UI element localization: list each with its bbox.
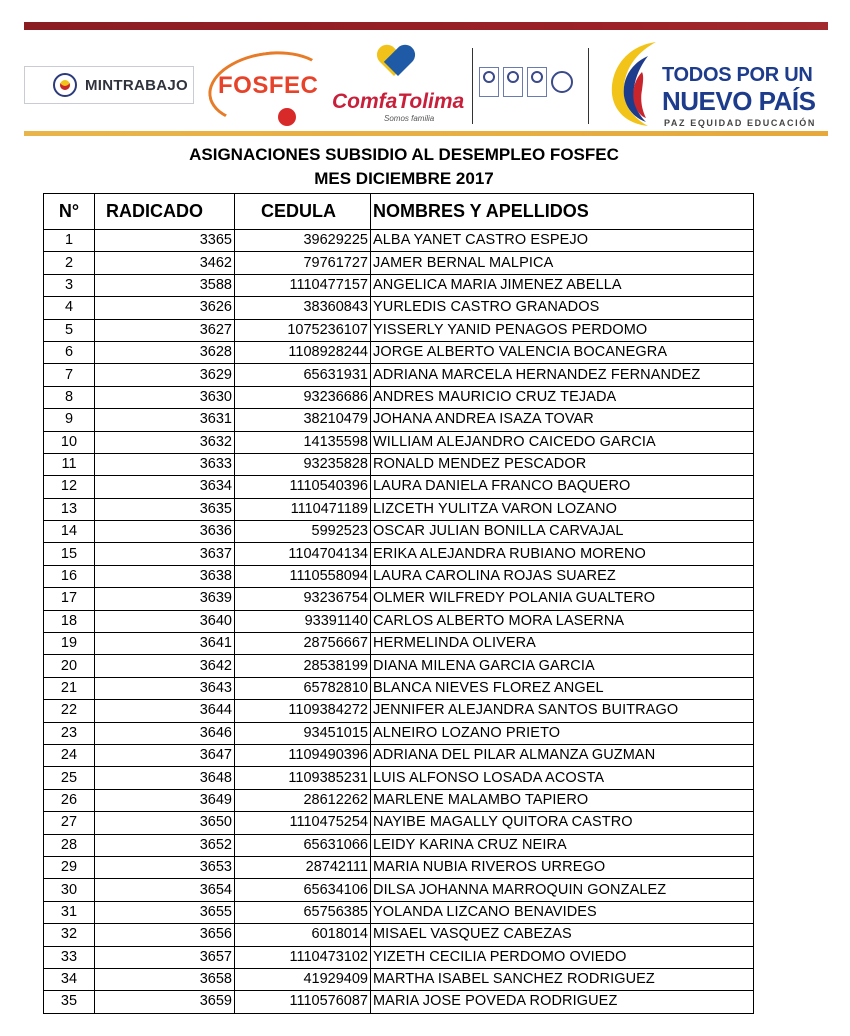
certification-seal-icon <box>479 67 499 97</box>
radicado-cell: 3462 <box>95 252 235 274</box>
name-cell: YIZETH CECILIA PERDOMO OVIEDO <box>371 946 754 968</box>
name-cell: MARIA JOSE POVEDA RODRIGUEZ <box>371 991 754 1013</box>
cedula-cell: 1110540396 <box>235 476 371 498</box>
cedula-cell: 1110477157 <box>235 274 371 296</box>
name-cell: ERIKA ALEJANDRA RUBIANO MORENO <box>371 543 754 565</box>
mintrabajo-logo <box>24 66 194 104</box>
name-cell: RONALD MENDEZ PESCADOR <box>371 453 754 475</box>
row-number: 20 <box>44 655 95 677</box>
radicado-cell: 3657 <box>95 946 235 968</box>
table-header-row <box>44 194 754 230</box>
cedula-cell: 65756385 <box>235 901 371 923</box>
name-cell: CARLOS ALBERTO MORA LASERNA <box>371 610 754 632</box>
name-cell: MARIA NUBIA RIVEROS URREGO <box>371 856 754 878</box>
name-cell: NAYIBE MAGALLY QUITORA CASTRO <box>371 812 754 834</box>
row-number: 22 <box>44 700 95 722</box>
fosfec-figure-icon <box>278 108 296 126</box>
name-cell: LUIS ALFONSO LOSADA ACOSTA <box>371 767 754 789</box>
radicado-cell: 3631 <box>95 409 235 431</box>
radicado-cell: 3646 <box>95 722 235 744</box>
row-number: 29 <box>44 856 95 878</box>
comfatolima-slogan: Somos familia <box>384 114 435 123</box>
cedula-cell: 1109384272 <box>235 700 371 722</box>
cedula-cell: 1104704134 <box>235 543 371 565</box>
name-cell: HERMELINDA OLIVERA <box>371 633 754 655</box>
header-banner <box>24 30 828 131</box>
name-cell: JOHANA ANDREA ISAZA TOVAR <box>371 409 754 431</box>
radicado-cell: 3633 <box>95 453 235 475</box>
cedula-cell: 1075236107 <box>235 319 371 341</box>
cedula-cell: 1110475254 <box>235 812 371 834</box>
row-number: 11 <box>44 453 95 475</box>
column-header-number: N° <box>44 194 95 230</box>
table-row <box>44 230 754 252</box>
row-number: 4 <box>44 297 95 319</box>
comfatolima-logo <box>332 46 464 128</box>
colombia-flag-swoosh-icon <box>606 36 662 128</box>
row-number: 10 <box>44 431 95 453</box>
cedula-cell: 65782810 <box>235 677 371 699</box>
cedula-cell: 93235828 <box>235 453 371 475</box>
table-row <box>44 252 754 274</box>
comfatolima-logo-text: ComfaTolima <box>332 90 465 113</box>
row-number: 3 <box>44 274 95 296</box>
table-row <box>44 274 754 296</box>
todos-por-un-nuevo-pais-logo <box>600 34 828 130</box>
cedula-cell: 93236754 <box>235 588 371 610</box>
name-cell: OSCAR JULIAN BONILLA CARVAJAL <box>371 521 754 543</box>
table-row <box>44 319 754 341</box>
table-row <box>44 409 754 431</box>
radicado-cell: 3588 <box>95 274 235 296</box>
table-row <box>44 722 754 744</box>
row-number: 19 <box>44 633 95 655</box>
certification-seal-icon <box>503 67 523 97</box>
table-body <box>44 230 754 1014</box>
row-number: 34 <box>44 968 95 990</box>
row-number: 7 <box>44 364 95 386</box>
row-number: 27 <box>44 812 95 834</box>
table-row <box>44 588 754 610</box>
cedula-cell: 1110473102 <box>235 946 371 968</box>
radicado-cell: 3630 <box>95 386 235 408</box>
mintrabajo-logo-text: MINTRABAJO <box>85 76 188 94</box>
radicado-cell: 3648 <box>95 767 235 789</box>
row-number: 24 <box>44 744 95 766</box>
cedula-cell: 79761727 <box>235 252 371 274</box>
table-row <box>44 476 754 498</box>
name-cell: LEIDY KARINA CRUZ NEIRA <box>371 834 754 856</box>
beneficiaries-table <box>43 193 754 1014</box>
cedula-cell: 38210479 <box>235 409 371 431</box>
name-cell: DIANA MILENA GARCIA GARCIA <box>371 655 754 677</box>
table-row <box>44 386 754 408</box>
name-cell: JORGE ALBERTO VALENCIA BOCANEGRA <box>371 341 754 363</box>
row-number: 28 <box>44 834 95 856</box>
header-divider <box>472 48 473 124</box>
row-number: 23 <box>44 722 95 744</box>
row-number: 35 <box>44 991 95 1013</box>
name-cell: YOLANDA LIZCANO BENAVIDES <box>371 901 754 923</box>
radicado-cell: 3649 <box>95 789 235 811</box>
radicado-cell: 3636 <box>95 521 235 543</box>
name-cell: JAMER BERNAL MALPICA <box>371 252 754 274</box>
cedula-cell: 1110576087 <box>235 991 371 1013</box>
table-row <box>44 946 754 968</box>
table-row <box>44 767 754 789</box>
radicado-cell: 3629 <box>95 364 235 386</box>
row-number: 9 <box>44 409 95 431</box>
row-number: 5 <box>44 319 95 341</box>
name-cell: LAURA CAROLINA ROJAS SUAREZ <box>371 565 754 587</box>
name-cell: ALNEIRO LOZANO PRIETO <box>371 722 754 744</box>
table-row <box>44 364 754 386</box>
name-cell: JENNIFER ALEJANDRA SANTOS BUITRAGO <box>371 700 754 722</box>
table-row <box>44 610 754 632</box>
cedula-cell: 1108928244 <box>235 341 371 363</box>
name-cell: YURLEDIS CASTRO GRANADOS <box>371 297 754 319</box>
cedula-cell: 93391140 <box>235 610 371 632</box>
colombia-seal-icon <box>53 73 77 97</box>
table-row <box>44 812 754 834</box>
radicado-cell: 3640 <box>95 610 235 632</box>
header-top-band <box>24 22 828 30</box>
table-row <box>44 677 754 699</box>
name-cell: ALBA YANET CASTRO ESPEJO <box>371 230 754 252</box>
row-number: 32 <box>44 924 95 946</box>
cedula-cell: 6018014 <box>235 924 371 946</box>
radicado-cell: 3634 <box>95 476 235 498</box>
table-row <box>44 521 754 543</box>
table-row <box>44 543 754 565</box>
name-cell: LIZCETH YULITZA VARON LOZANO <box>371 498 754 520</box>
table-row <box>44 744 754 766</box>
row-number: 15 <box>44 543 95 565</box>
todos-logo-line1: TODOS POR UN <box>662 64 813 86</box>
column-header-cedula: CEDULA <box>235 194 371 230</box>
radicado-cell: 3647 <box>95 744 235 766</box>
table-row <box>44 856 754 878</box>
radicado-cell: 3627 <box>95 319 235 341</box>
column-header-nombres: NOMBRES Y APELLIDOS <box>371 194 754 230</box>
row-number: 30 <box>44 879 95 901</box>
certification-seal-icon <box>527 67 547 97</box>
radicado-cell: 3635 <box>95 498 235 520</box>
table-row <box>44 633 754 655</box>
cedula-cell: 5992523 <box>235 521 371 543</box>
radicado-cell: 3626 <box>95 297 235 319</box>
cedula-cell: 39629225 <box>235 230 371 252</box>
document-title: ASIGNACIONES SUBSIDIO AL DESEMPLEO FOSFEC <box>189 145 619 164</box>
radicado-cell: 3639 <box>95 588 235 610</box>
row-number: 1 <box>44 230 95 252</box>
table-row <box>44 924 754 946</box>
radicado-cell: 3628 <box>95 341 235 363</box>
radicado-cell: 3644 <box>95 700 235 722</box>
cedula-cell: 65634106 <box>235 879 371 901</box>
row-number: 26 <box>44 789 95 811</box>
row-number: 8 <box>44 386 95 408</box>
row-number: 2 <box>44 252 95 274</box>
header-divider <box>588 48 589 124</box>
table-row <box>44 901 754 923</box>
cedula-cell: 28742111 <box>235 856 371 878</box>
cedula-cell: 1109385231 <box>235 767 371 789</box>
certification-seal-icon <box>551 71 573 93</box>
radicado-cell: 3632 <box>95 431 235 453</box>
table-row <box>44 498 754 520</box>
radicado-cell: 3658 <box>95 968 235 990</box>
name-cell: ADRIANA DEL PILAR ALMANZA GUZMAN <box>371 744 754 766</box>
cedula-cell: 14135598 <box>235 431 371 453</box>
row-number: 21 <box>44 677 95 699</box>
cedula-cell: 1110558094 <box>235 565 371 587</box>
table-row <box>44 565 754 587</box>
heart-icon <box>378 46 414 80</box>
cedula-cell: 1110471189 <box>235 498 371 520</box>
cedula-cell: 93451015 <box>235 722 371 744</box>
radicado-cell: 3643 <box>95 677 235 699</box>
row-number: 12 <box>44 476 95 498</box>
name-cell: MARTHA ISABEL SANCHEZ RODRIGUEZ <box>371 968 754 990</box>
row-number: 13 <box>44 498 95 520</box>
radicado-cell: 3656 <box>95 924 235 946</box>
name-cell: WILLIAM ALEJANDRO CAICEDO GARCIA <box>371 431 754 453</box>
cedula-cell: 38360843 <box>235 297 371 319</box>
radicado-cell: 3642 <box>95 655 235 677</box>
name-cell: MISAEL VASQUEZ CABEZAS <box>371 924 754 946</box>
table-row <box>44 991 754 1013</box>
radicado-cell: 3365 <box>95 230 235 252</box>
radicado-cell: 3638 <box>95 565 235 587</box>
radicado-cell: 3637 <box>95 543 235 565</box>
cedula-cell: 1109490396 <box>235 744 371 766</box>
table-row <box>44 341 754 363</box>
certification-seals <box>479 64 575 100</box>
table-row <box>44 453 754 475</box>
row-number: 31 <box>44 901 95 923</box>
row-number: 17 <box>44 588 95 610</box>
fosfec-logo-text: FOSFEC <box>218 72 319 99</box>
row-number: 25 <box>44 767 95 789</box>
name-cell: OLMER WILFREDY POLANIA GUALTERO <box>371 588 754 610</box>
cedula-cell: 28756667 <box>235 633 371 655</box>
name-cell: ANDRES MAURICIO CRUZ TEJADA <box>371 386 754 408</box>
radicado-cell: 3652 <box>95 834 235 856</box>
name-cell: BLANCA NIEVES FLOREZ ANGEL <box>371 677 754 699</box>
column-header-radicado: RADICADO <box>95 194 235 230</box>
table-row <box>44 968 754 990</box>
radicado-cell: 3653 <box>95 856 235 878</box>
cedula-cell: 65631931 <box>235 364 371 386</box>
cedula-cell: 93236686 <box>235 386 371 408</box>
cedula-cell: 65631066 <box>235 834 371 856</box>
row-number: 6 <box>44 341 95 363</box>
row-number: 16 <box>44 565 95 587</box>
table-row <box>44 700 754 722</box>
radicado-cell: 3659 <box>95 991 235 1013</box>
document-subtitle: MES DICIEMBRE 2017 <box>314 169 494 188</box>
table-row <box>44 879 754 901</box>
row-number: 33 <box>44 946 95 968</box>
row-number: 18 <box>44 610 95 632</box>
name-cell: DILSA JOHANNA MARROQUIN GONZALEZ <box>371 879 754 901</box>
table-row <box>44 655 754 677</box>
name-cell: YISSERLY YANID PENAGOS PERDOMO <box>371 319 754 341</box>
todos-logo-line3: PAZ EQUIDAD EDUCACIÓN <box>664 118 816 128</box>
name-cell: MARLENE MALAMBO TAPIERO <box>371 789 754 811</box>
header-bottom-band <box>24 131 828 136</box>
row-number: 14 <box>44 521 95 543</box>
radicado-cell: 3654 <box>95 879 235 901</box>
cedula-cell: 41929409 <box>235 968 371 990</box>
fosfec-logo <box>208 52 326 128</box>
table-row <box>44 431 754 453</box>
radicado-cell: 3655 <box>95 901 235 923</box>
todos-logo-line2: NUEVO PAÍS <box>662 86 816 116</box>
name-cell: ADRIANA MARCELA HERNANDEZ FERNANDEZ <box>371 364 754 386</box>
table-row <box>44 834 754 856</box>
radicado-cell: 3641 <box>95 633 235 655</box>
radicado-cell: 3650 <box>95 812 235 834</box>
name-cell: ANGELICA MARIA JIMENEZ ABELLA <box>371 274 754 296</box>
table-row <box>44 297 754 319</box>
cedula-cell: 28538199 <box>235 655 371 677</box>
name-cell: LAURA DANIELA FRANCO BAQUERO <box>371 476 754 498</box>
cedula-cell: 28612262 <box>235 789 371 811</box>
table-row <box>44 789 754 811</box>
